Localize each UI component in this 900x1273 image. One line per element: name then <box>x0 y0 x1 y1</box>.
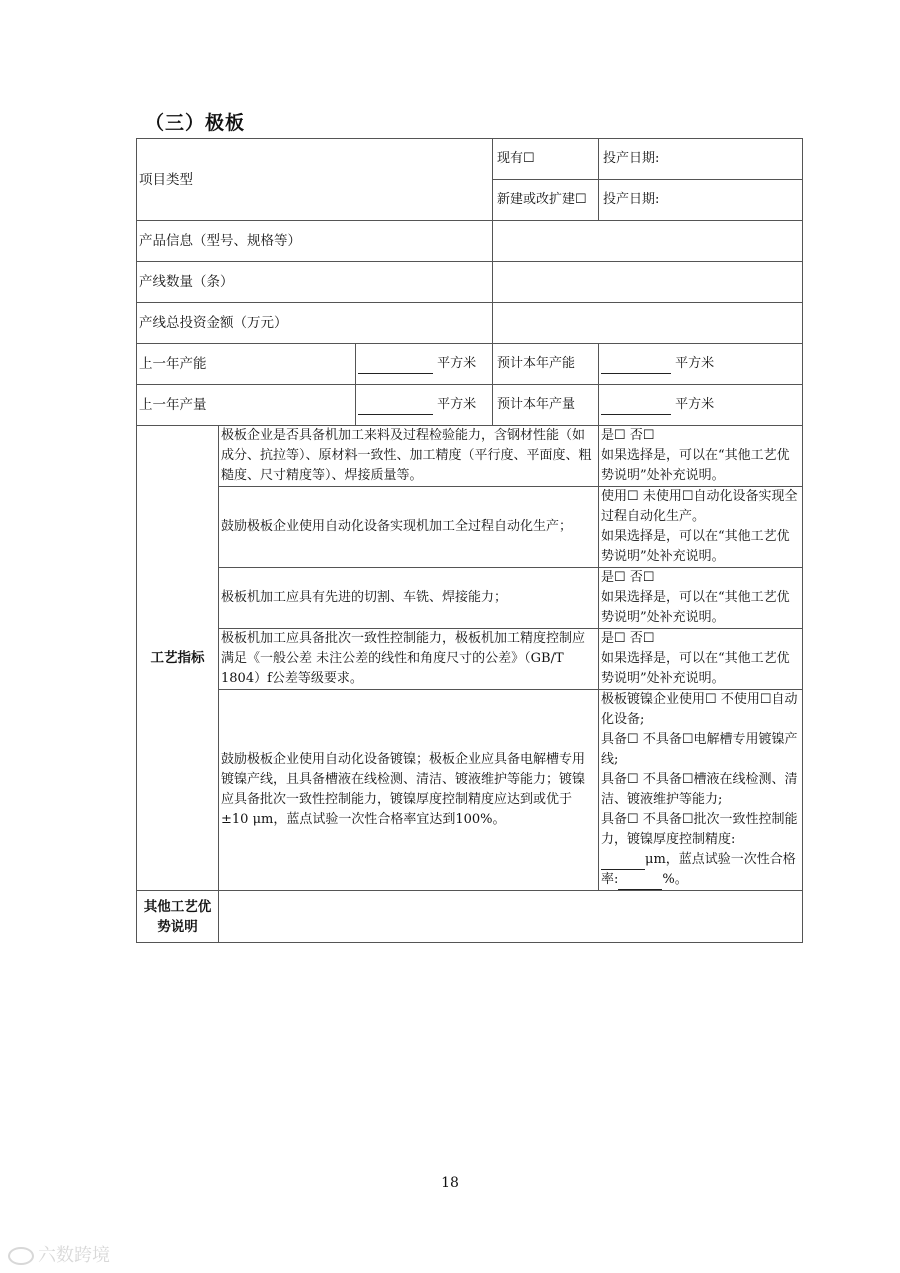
total-investment-label: 产线总投资金额（万元） <box>137 303 493 344</box>
response-note: 如果选择是，可以在“其他工艺优势说明”处补充说明。 <box>601 448 790 483</box>
project-type-label: 项目类型 <box>137 139 493 221</box>
capacity-forecast-unit: 平方米 <box>675 356 715 371</box>
use-automation-checkbox[interactable]: 使用☐ 未使用☐自动化设备实现全过程自动化生产。 <box>601 489 798 524</box>
thickness-unit: μm，蓝点试验一次性合格率: <box>601 852 796 887</box>
process-label: 工艺指标 <box>137 426 219 891</box>
electrode-plate-form <box>136 138 803 943</box>
bath-maintenance-checkbox[interactable]: 具备☐ 不具备☐槽液在线检测、清洁、镀液维护等能力; <box>601 772 798 807</box>
capacity-field[interactable] <box>356 344 493 385</box>
yes-no-checkbox[interactable]: 是☐ 否☐ <box>601 570 655 585</box>
output-forecast-field[interactable] <box>599 385 803 426</box>
output-forecast-label: 预计本年产量 <box>493 385 599 426</box>
existing-checkbox[interactable]: 现有☐ <box>493 139 599 180</box>
response-cell <box>599 487 803 568</box>
requirement-text: 极板机加工应具有先进的切割、车铣、焊接能力； <box>219 568 599 629</box>
plating-line-checkbox[interactable]: 具备☐ 不具备☐电解槽专用镀镍产线; <box>601 732 798 767</box>
automation-plating-checkbox[interactable]: 极板镀镍企业使用☐ 不使用☐自动化设备; <box>601 692 798 727</box>
output-forecast-unit: 平方米 <box>675 397 715 412</box>
rate-unit: %。 <box>662 872 688 887</box>
response-note: 如果选择是，可以在“其他工艺优势说明”处补充说明。 <box>601 590 790 625</box>
product-info-field[interactable] <box>493 221 803 262</box>
thickness-line <box>601 850 800 890</box>
new-date-field[interactable]: 投产日期: <box>599 180 803 221</box>
response-cell <box>599 629 803 690</box>
rate-blank[interactable] <box>618 875 662 890</box>
capacity-unit: 平方米 <box>437 356 477 371</box>
total-investment-field[interactable] <box>493 303 803 344</box>
response-note: 如果选择是，可以在“其他工艺优势说明”处补充说明。 <box>601 651 790 686</box>
yes-no-checkbox[interactable]: 是☐ 否☐ <box>601 631 655 646</box>
requirement-text: 鼓励极板企业使用自动化设备实现机加工全过程自动化生产； <box>219 487 599 568</box>
response-cell <box>599 426 803 487</box>
output-unit: 平方米 <box>437 397 477 412</box>
output-field[interactable] <box>356 385 493 426</box>
output-label: 上一年产量 <box>137 385 356 426</box>
page-number: 18 <box>441 1175 459 1191</box>
capacity-label: 上一年产能 <box>137 344 356 385</box>
line-count-label: 产线数量（条） <box>137 262 493 303</box>
watermark-logo-icon <box>8 1247 34 1265</box>
watermark-text: 六数跨境 <box>38 1245 110 1266</box>
line-count-field[interactable] <box>493 262 803 303</box>
thickness-blank[interactable] <box>601 855 645 870</box>
product-info-label: 产品信息（型号、规格等） <box>137 221 493 262</box>
response-note: 如果选择是，可以在“其他工艺优势说明”处补充说明。 <box>601 529 790 564</box>
response-cell <box>599 690 803 891</box>
new-build-checkbox[interactable]: 新建或改扩建☐ <box>493 180 599 221</box>
other-advantages-label: 其他工艺优势说明 <box>137 891 219 943</box>
yes-no-checkbox[interactable]: 是☐ 否☐ <box>601 428 655 443</box>
capacity-forecast-field[interactable] <box>599 344 803 385</box>
requirement-text: 鼓励极板企业使用自动化设备镀镍；极板企业应具备电解槽专用镀镍产线，且具备槽液在线检测、清洁、镀液维护等能力；镀镍应具备批次一致性控制能力，镀镍厚度控制精度应达到或优于±10 μm，蓝点试验一次性合格率宜达到100%。 <box>219 690 599 891</box>
existing-date-field[interactable]: 投产日期: <box>599 139 803 180</box>
response-cell <box>599 568 803 629</box>
other-advantages-field[interactable] <box>219 891 803 943</box>
requirement-text: 极板机加工应具备批次一致性控制能力，极板机加工精度控制应满足《一般公差 未注公差的线性和角度尺寸的公差》（GB/T 1804）f公差等级要求。 <box>219 629 599 690</box>
capacity-forecast-label: 预计本年产能 <box>493 344 599 385</box>
batch-consistency-checkbox[interactable]: 具备☐ 不具备☐批次一致性控制能力，镀镍厚度控制精度: <box>601 812 798 847</box>
section-title: （三）极板 <box>145 112 246 134</box>
watermark <box>8 1241 110 1267</box>
requirement-text: 极板企业是否具备机加工来料及过程检验能力，含钢材性能（如成分、抗拉等）、原材料一致性、加工精度（平行度、平面度、粗糙度、尺寸精度等）、焊接质量等。 <box>219 426 599 487</box>
